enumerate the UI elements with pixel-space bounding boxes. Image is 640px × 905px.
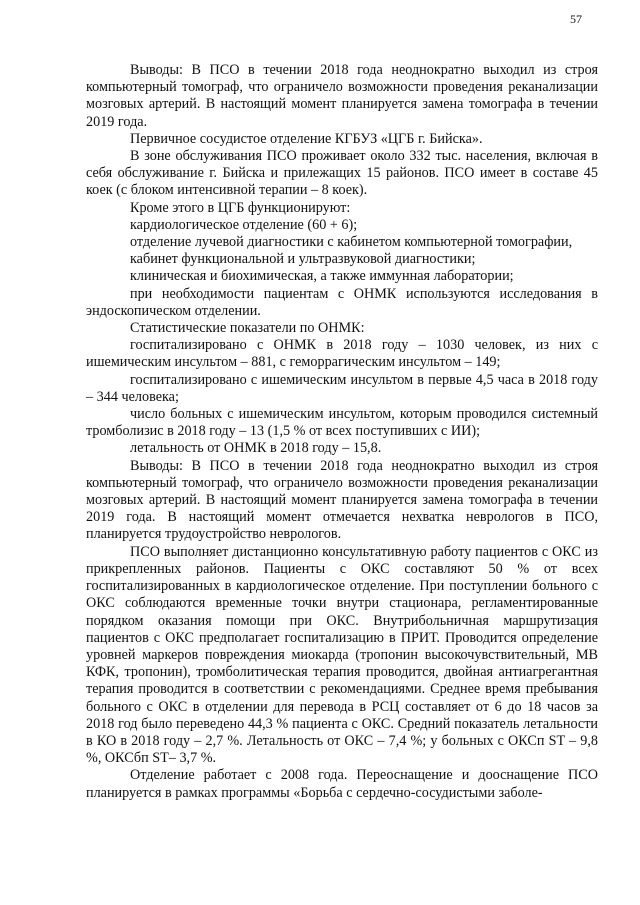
list-item-radiology: отделение лучевой диагностики с кабинетом компьютерной томографии, <box>130 234 573 251</box>
paragraph-functioning-intro: Кроме этого в ЦГБ функционируют: <box>130 199 351 216</box>
list-item-functional-diagnostics: кабинет функциональной и ультразвуковой диагностики; <box>130 251 476 268</box>
list-item-endoscopy: при необходимости пациентам с ОНМК используются исследования в эндоскопическом отделении. <box>86 285 598 319</box>
paragraph-department-since: Отделение работает с 2008 года. Переоснащение и дооснащение ПСО планируется в рамках программы «Борьба с сердечно-сосудистыми заболе- <box>86 767 598 801</box>
list-item-cardiology: кардиологическое отделение (60 + 6); <box>130 216 358 233</box>
paragraph-conclusion-2: Выводы: В ПСО в течении 2018 года неоднократно выходил из строя компьютерный томограф, что ограничело возможности проведения реканализации мозговых артерий. В настоящий момент планируется замена томографа в течении 2019 года. В настоящий момент отмечается нехватка неврологов в ПСО, планируется трудоустройство неврологов. <box>86 457 598 543</box>
paragraph-service-area: В зоне обслуживания ПСО проживает около 332 тыс. населения, включая в себя обслуживание г. Бийска и прилежащих 15 районов. ПСО имеет в составе 45 коек (с блоком интенсивной терапии – 8 коек). <box>86 148 598 199</box>
page-number: 57 <box>570 12 582 26</box>
stat-hospitalized-total: госпитализировано с ОНМК в 2018 году – 1030 человек, из них с ишемическим инсультом – 881, с геморрагическим инсультом – 149; <box>86 337 598 371</box>
paragraph-conclusion-1: Выводы: В ПСО в течении 2018 года неоднократно выходил из строя компьютерный томограф, что ограничело возможности проведения реканализации мозговых артерий. В настоящий момент планируется замена томографа в течении 2019 года. <box>86 62 598 130</box>
stat-thrombolysis: число больных с ишемическим инсультом, которым проводился системный тромболизис в 2018 году – 13 (1,5 % от всех поступивших с ИИ); <box>86 406 598 440</box>
document-body <box>86 62 598 802</box>
stat-hospitalized-window: госпитализировано с ишемическим инсультом в первые 4,5 часа в 2018 году – 344 человека; <box>86 371 598 405</box>
paragraph-statistics-heading: Статистические показатели по ОНМК: <box>130 320 365 337</box>
paragraph-department-heading: Первичное сосудистое отделение КГБУЗ «ЦГБ г. Бийска». <box>130 130 483 147</box>
paragraph-oks: ПСО выполняет дистанционно консультативную работу пациентов с ОКС из прикрепленных районов. Пациенты с ОКС составляют 50 % от всех госпитализированных в кардиологическое отделение. При поступлении больного с ОКС соблюдаются временные точки внутри стационара, регламентированные порядком оказания помощи при ОКС. Внутрибольничная маршрутизация пациентов с ОКС предполагает госпитализацию в ПРИТ. Проводится определение уровней маркеров повреждения миокарда (тропонин высокочувствительный, МВ КФК, тропонин), тромболитическая терапия проводится, двойная антиагрегантная терапия проводится в соответствии с рекомендациями. Среднее время пребывания больного с ОКС в отделении для перевода в РСЦ составляет от 6 до 18 часов за 2018 год было переведено 44,3 % пациента с ОКС. Средний показатель летальности в КО в 2018 году – 2,7 %. Летальность от ОКС – 7,4 %; у больных с ОКСп ST – 9,8 %, ОКСбп ST– 3,7 %. <box>86 543 598 767</box>
list-item-laboratories: клиническая и биохимическая, а также иммунная лаборатории; <box>130 268 514 285</box>
stat-mortality: летальность от ОНМК в 2018 году – 15,8. <box>130 440 382 457</box>
